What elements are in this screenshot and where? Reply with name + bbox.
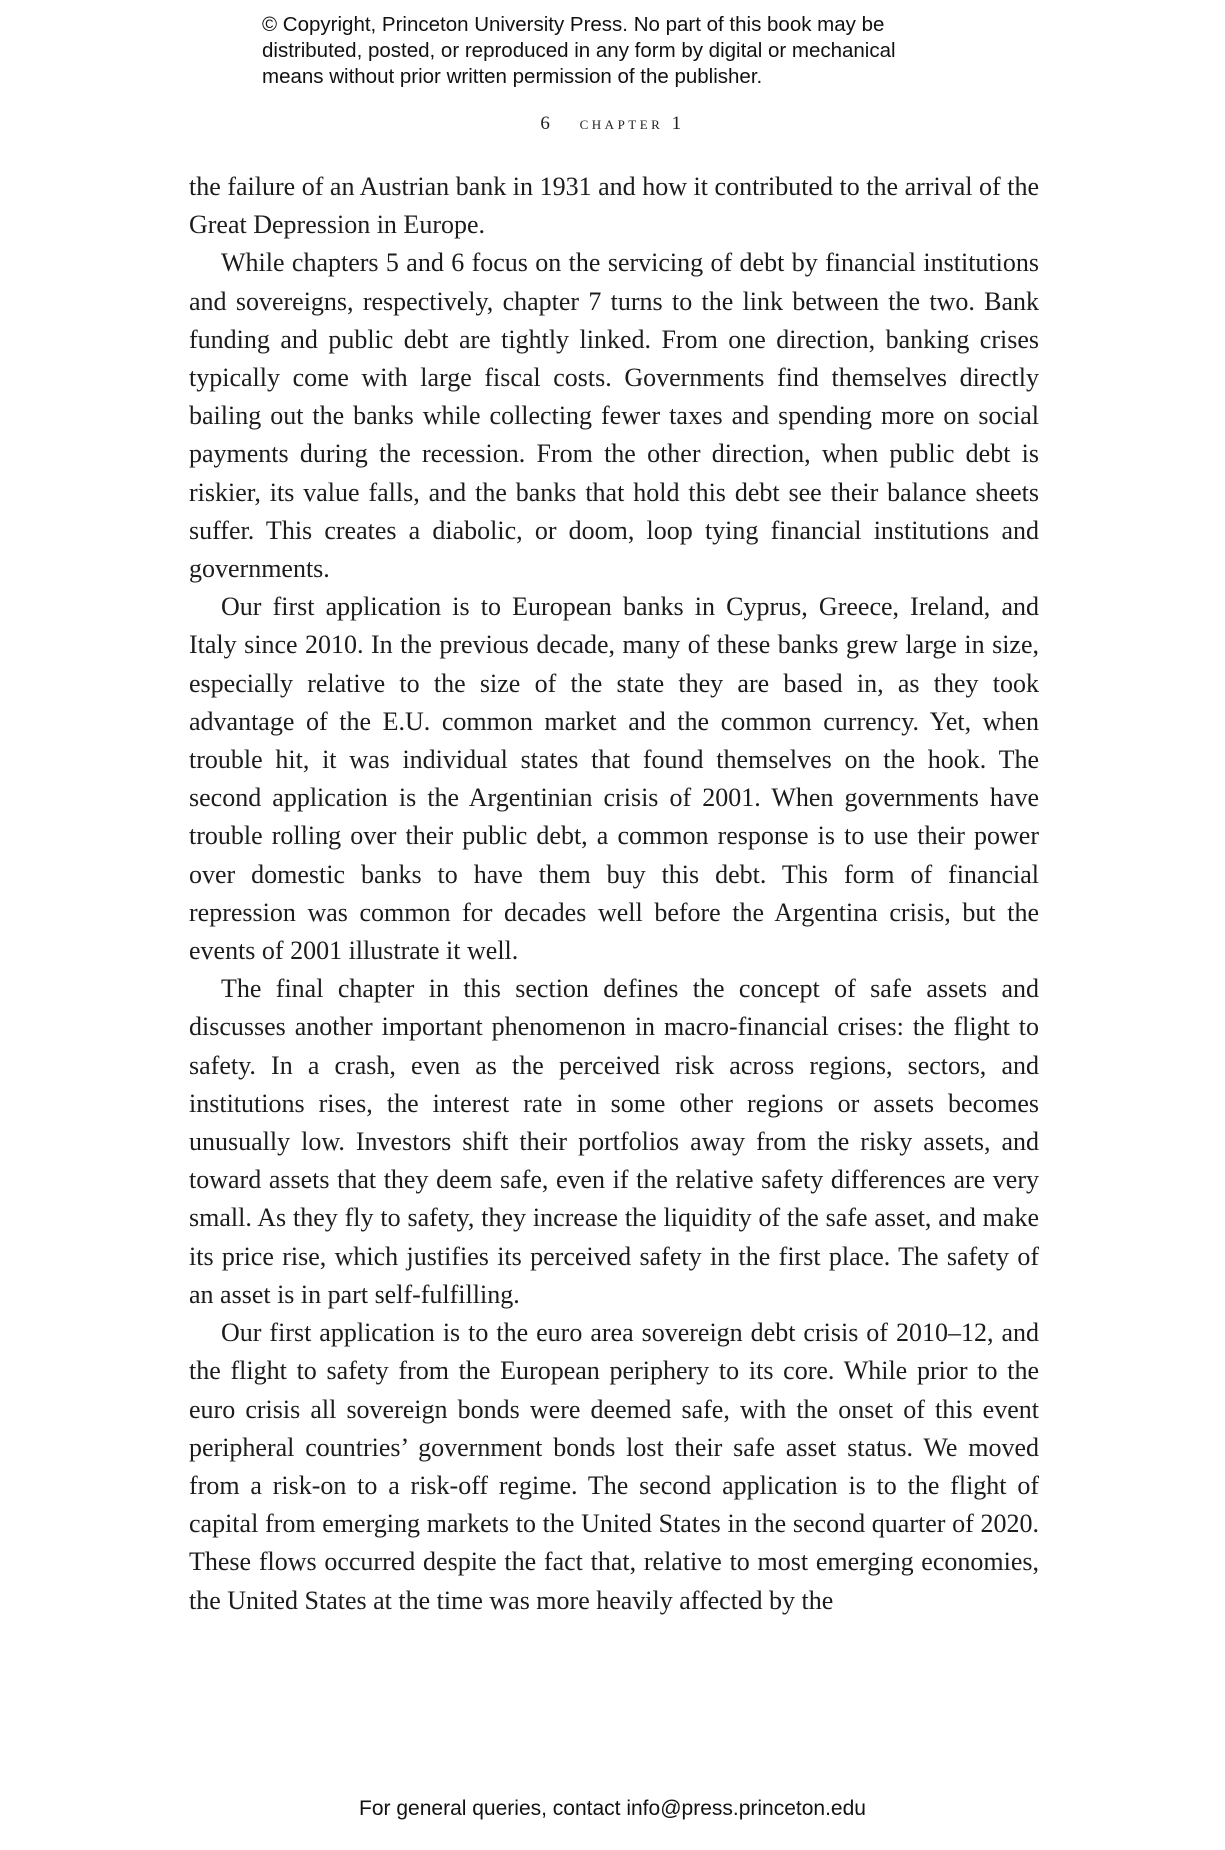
copyright-line: distributed, posted, or reproduced in any form by digital or mechanical — [262, 39, 896, 62]
paragraph: Our first application is to the euro area sovereign debt crisis of 2010–12, and the flight to safety from the European periphery to its core. While prior to the euro crisis all sovereign bonds were deemed safe, with the onset of this event peripheral countries’ government bonds lost their safe asset status. We moved from a risk-on to a risk-off regime. The second application is to the flight of capital from emerging markets to the United States in the second quarter of 2020. These flows occurred despite the fact that, relative to most emerging economies, the United States at the time was more heavily affected by the — [189, 1318, 1039, 1615]
running-head — [0, 113, 1225, 135]
paragraph: The final chapter in this section defines the concept of safe assets and discusses another important phenomenon in macro-financial crises: the flight to safety. In a crash, even as the perceived risk across regions, sectors, and institutions rises, the interest rate in some other regions or assets becomes unusually low. Investors shift their portfolios away from the risky assets, and toward assets that they deem safe, even if the relative safety differences are very small. As they fly to safety, they increase the liquidity of the safe asset, and make its price rise, which justifies its perceived safety in the first place. The safety of an asset is in part self-fulfilling. — [189, 974, 1039, 1309]
page-number: 6 — [540, 113, 550, 134]
chapter-label: chapter 1 — [579, 113, 685, 134]
copyright-notice — [262, 12, 982, 90]
body-text — [189, 168, 1039, 1620]
copyright-line: means without prior written permission of the publisher. — [262, 65, 763, 88]
paragraph: While chapters 5 and 6 focus on the servicing of debt by financial institutions and sovereigns, respectively, chapter 7 turns to the link between the two. Bank funding and public debt are tightly linked. From one direction, banking crises typically come with large fiscal costs. Governments find themselves directly bailing out the banks while collecting fewer taxes and spending more on social payments during the recession. From the other direction, when public debt is riskier, its value falls, and the banks that hold this debt see their balance sheets suffer. This creates a diabolic, or doom, loop tying financial institutions and governments. — [189, 248, 1039, 584]
copyright-line: © Copyright, Princeton University Press. No part of this book may be — [262, 13, 885, 36]
paragraph: Our first application is to European banks in Cyprus, Greece, Ireland, and Italy since 2010. In the previous decade, many of these banks grew large in size, especially relative to the size of the state they are based in, as they took advantage of the E.U. common market and the common currency. Yet, when trouble hit, it was individual states that found themselves on the hook. The second application is the Argentinian crisis of 2001. When governments have trouble rolling over their public debt, a common response is to use their power over domestic banks to have them buy this debt. This form of financial repression was common for decades well before the Argentina crisis, but the events of 2001 illustrate it well. — [189, 592, 1039, 966]
paragraph: the failure of an Austrian bank in 1931 and how it contributed to the arrival of the Great Depression in Europe. — [189, 172, 1039, 240]
footer-contact: For general queries, contact info@press.princeton.edu — [359, 1797, 866, 1820]
